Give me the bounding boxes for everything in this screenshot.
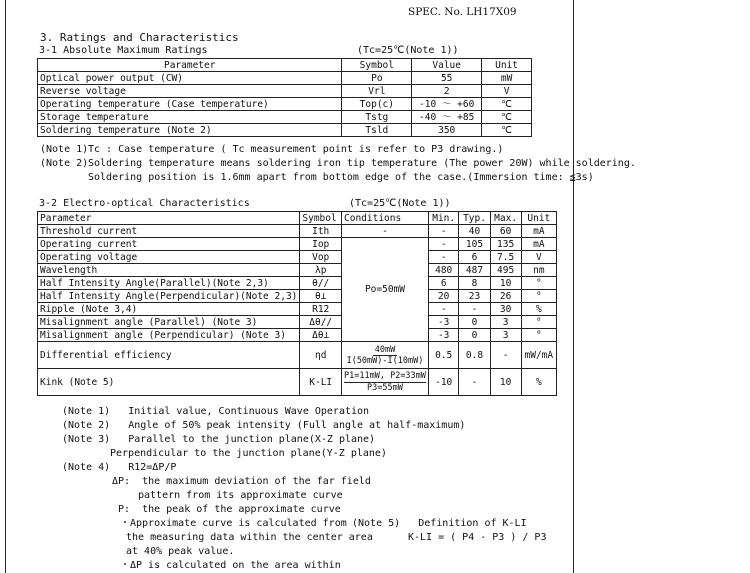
eo-note-5-label: (Note 5) Definition of K-LI xyxy=(352,518,527,529)
eo-note-4-dp-2: pattern from its approximate curve xyxy=(138,490,343,501)
table-header-row xyxy=(38,59,532,72)
cell-symbol: Vop xyxy=(300,251,342,264)
note-2-label: (Note 2) xyxy=(40,158,89,169)
cell-min: -3 xyxy=(428,329,459,342)
left-border xyxy=(5,0,6,573)
table-row xyxy=(38,111,532,124)
table-row xyxy=(38,329,557,342)
eo-note-5-formula: K-LI = ( P4 - P3 ) / P3 xyxy=(408,532,547,543)
cell-symbol: ηd xyxy=(300,342,342,369)
cell-min: - xyxy=(428,251,459,264)
header-typ: Typ. xyxy=(459,212,490,225)
cell-parameter: Half Intensity Angle(Perpendicular)(Note 2,3) xyxy=(38,290,300,303)
cell-unit: ° xyxy=(521,329,556,342)
cell-typ: 40 xyxy=(459,225,490,238)
cell-parameter: Operating current xyxy=(38,238,300,251)
cell-value: -40 ～ +85 xyxy=(412,111,482,124)
header-value: Value xyxy=(412,59,482,72)
eo-note-1: (Note 1) Initial value, Continuous Wave Operation xyxy=(62,406,370,417)
eo-note-4-p: P: the peak of the approximate curve xyxy=(118,504,341,515)
cell-symbol: Po xyxy=(342,72,412,85)
cell-symbol: Δθ// xyxy=(300,316,342,329)
abs-max-title: 3-1 Absolute Maximum Ratings xyxy=(39,45,208,56)
header-parameter: Parameter xyxy=(38,212,300,225)
cell-typ: 0 xyxy=(459,329,490,342)
cell-parameter: Wavelength xyxy=(38,264,300,277)
eo-note-3a: (Note 3) Parallel to the junction plane(X-Z plane) xyxy=(62,434,376,445)
cell-unit: V xyxy=(521,251,556,264)
cell-parameter: Misalignment angle (Parallel) (Note 3) xyxy=(38,316,300,329)
header-unit: Unit xyxy=(482,59,532,72)
table-row xyxy=(38,316,557,329)
header-symbol: Symbol xyxy=(342,59,412,72)
cell-max: 60 xyxy=(490,225,521,238)
header-min: Min. xyxy=(428,212,459,225)
cell-value: -10 ～ +60 xyxy=(412,98,482,111)
table-row xyxy=(38,85,532,98)
eo-note-2: (Note 2) Angle of 50% peak intensity (Full angle at half-maximum) xyxy=(62,420,466,431)
cell-symbol: λp xyxy=(300,264,342,277)
kink-condition-line-2: P3=55mW xyxy=(367,382,403,393)
right-border xyxy=(573,0,574,573)
abs-max-condition: (Tc=25℃(Note 1)) xyxy=(357,45,459,56)
cell-max: 135 xyxy=(490,238,521,251)
cell-diff-eff-condition xyxy=(342,342,429,369)
table-row xyxy=(38,290,557,303)
table-row xyxy=(38,238,557,251)
cell-parameter: Half Intensity Angle(Parallel)(Note 2,3) xyxy=(38,277,300,290)
cell-symbol: θ// xyxy=(300,277,342,290)
cell-typ: 105 xyxy=(459,238,490,251)
cell-min: 20 xyxy=(428,290,459,303)
cell-unit: nm xyxy=(521,264,556,277)
cell-unit: ℃ xyxy=(482,111,532,124)
eo-title: 3-2 Electro-optical Characteristics xyxy=(39,198,250,209)
cell-parameter: Storage temperature xyxy=(38,111,342,124)
note-1-label: (Note 1) xyxy=(40,144,89,155)
cell-unit: mA xyxy=(521,225,556,238)
cell-unit: mA xyxy=(521,238,556,251)
cell-parameter: Misalignment angle (Perpendicular) (Note 3) xyxy=(38,329,300,342)
cell-parameter: Differential efficiency xyxy=(38,342,300,369)
eo-note-4-dp-1: ΔP: the maximum deviation of the far field xyxy=(112,476,371,487)
cell-unit: ° xyxy=(521,277,556,290)
cell-value: 2 xyxy=(412,85,482,98)
cell-min: -3 xyxy=(428,316,459,329)
eo-note-4-bullet-2: ・ΔP is calculated on the area within xyxy=(120,560,341,571)
cell-max: - xyxy=(490,342,521,369)
cell-min: -10 xyxy=(428,369,459,396)
cell-parameter: Kink (Note 5) xyxy=(38,369,300,396)
header-parameter: Parameter xyxy=(38,59,342,72)
header-conditions: Conditions xyxy=(342,212,429,225)
spec-number: SPEC. No. LH17X09 xyxy=(408,6,517,18)
cell-symbol: Top(c) xyxy=(342,98,412,111)
cell-merged-condition: Po=50mW xyxy=(342,238,429,342)
cell-parameter: Operating voltage xyxy=(38,251,300,264)
cell-unit: ℃ xyxy=(482,98,532,111)
table-row xyxy=(38,342,557,369)
cell-unit: ° xyxy=(521,316,556,329)
note-2-text-2: Soldering position is 1.6mm apart from bottom edge of the case.(Immersion time: ≦3s) xyxy=(88,172,594,183)
eo-note-4-bullet-1a: ・Approximate curve is calculated from xyxy=(120,518,347,529)
cell-typ: 487 xyxy=(459,264,490,277)
cell-symbol: R12 xyxy=(300,303,342,316)
cell-value: 350 xyxy=(412,124,482,137)
cell-min: - xyxy=(428,225,459,238)
cell-symbol: θ⊥ xyxy=(300,290,342,303)
cell-symbol: Δθ⊥ xyxy=(300,329,342,342)
cell-typ: 8 xyxy=(459,277,490,290)
cell-symbol: Tsld xyxy=(342,124,412,137)
cell-value: 55 xyxy=(412,72,482,85)
diff-eff-numerator: 40mW xyxy=(374,344,396,355)
cell-unit: % xyxy=(521,303,556,316)
abs-max-table xyxy=(37,58,532,137)
eo-table xyxy=(37,211,557,396)
cell-max: 26 xyxy=(490,290,521,303)
cell-parameter: Soldering temperature (Note 2) xyxy=(38,124,342,137)
cell-conditions: - xyxy=(342,225,429,238)
cell-symbol: Tstg xyxy=(342,111,412,124)
cell-parameter: Optical power output (CW) xyxy=(38,72,342,85)
table-row xyxy=(38,303,557,316)
table-row xyxy=(38,277,557,290)
note-1-text: Tc : Case temperature ( Tc measurement point is refer to P3 drawing.) xyxy=(88,144,504,155)
cell-unit: V xyxy=(482,85,532,98)
table-row xyxy=(38,369,557,396)
cell-max: 7.5 xyxy=(490,251,521,264)
eo-note-4-bullet-1b: the measuring data within the center area xyxy=(126,532,373,543)
cell-unit: mW xyxy=(482,72,532,85)
cell-max: 10 xyxy=(490,369,521,396)
cell-unit: mW/mA xyxy=(521,342,556,369)
cell-typ: 0.8 xyxy=(459,342,490,369)
cell-typ: - xyxy=(459,303,490,316)
cell-symbol: Vrl xyxy=(342,85,412,98)
cell-unit: ° xyxy=(521,290,556,303)
table-row xyxy=(38,124,532,137)
section-title: 3. Ratings and Characteristics xyxy=(40,31,239,44)
cell-parameter: Reverse voltage xyxy=(38,85,342,98)
cell-kink-condition xyxy=(342,369,429,396)
kink-condition-line-1: P1=11mW, P2=33mW xyxy=(344,370,426,381)
header-unit: Unit xyxy=(521,212,556,225)
cell-min: 480 xyxy=(428,264,459,277)
cell-max: 3 xyxy=(490,329,521,342)
cell-typ: - xyxy=(459,369,490,396)
table-row xyxy=(38,72,532,85)
table-row xyxy=(38,225,557,238)
cell-min: - xyxy=(428,303,459,316)
diff-eff-denominator: I(50mW)-I(10mW) xyxy=(346,355,424,366)
cell-typ: 6 xyxy=(459,251,490,264)
cell-max: 30 xyxy=(490,303,521,316)
cell-parameter: Ripple (Note 3,4) xyxy=(38,303,300,316)
eo-note-4-bullet-1c: at 40% peak value. xyxy=(126,546,235,557)
eo-condition: (Tc=25℃(Note 1)) xyxy=(349,198,451,209)
cell-min: 6 xyxy=(428,277,459,290)
note-2-text: Soldering temperature means soldering iron tip temperature (The power 20W) while soldering. xyxy=(88,158,636,169)
header-max: Max. xyxy=(490,212,521,225)
cell-typ: 23 xyxy=(459,290,490,303)
cell-symbol: K-LI xyxy=(300,369,342,396)
cell-typ: 0 xyxy=(459,316,490,329)
cell-symbol: Ith xyxy=(300,225,342,238)
cell-unit: ℃ xyxy=(482,124,532,137)
eo-note-4: (Note 4) R12=ΔP/P xyxy=(62,462,177,473)
table-row xyxy=(38,98,532,111)
cell-min: 0.5 xyxy=(428,342,459,369)
cell-max: 3 xyxy=(490,316,521,329)
cell-max: 495 xyxy=(490,264,521,277)
table-header-row xyxy=(38,212,557,225)
cell-symbol: Iop xyxy=(300,238,342,251)
header-symbol: Symbol xyxy=(300,212,342,225)
table-row xyxy=(38,251,557,264)
cell-parameter: Threshold current xyxy=(38,225,300,238)
cell-max: 10 xyxy=(490,277,521,290)
table-row xyxy=(38,264,557,277)
cell-parameter: Operating temperature (Case temperature) xyxy=(38,98,342,111)
cell-unit: % xyxy=(521,369,556,396)
cell-min: - xyxy=(428,238,459,251)
eo-note-3b: Perpendicular to the junction plane(Y-Z plane) xyxy=(110,448,387,459)
